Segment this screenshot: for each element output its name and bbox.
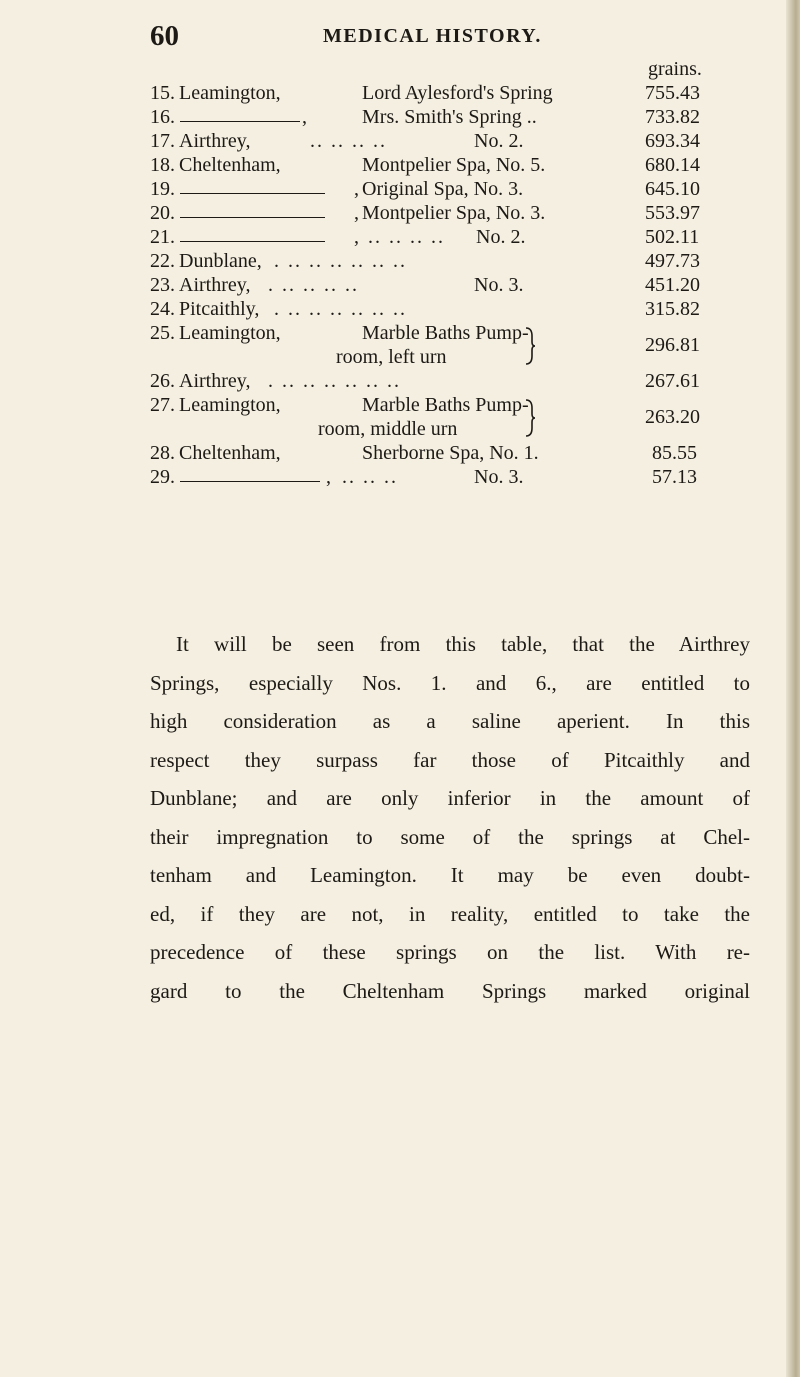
paragraph-line: precedence of these springs on the list. With re- bbox=[150, 940, 750, 964]
paragraph-line: gard to the Cheltenham Springs marked original bbox=[150, 978, 750, 1003]
place-name: Leamington, bbox=[179, 322, 281, 344]
leader-dots: . .. .. .. .. .. .. bbox=[274, 250, 407, 272]
place-name: Leamington, bbox=[179, 394, 281, 416]
spring-name-continued: room, left urn bbox=[336, 346, 447, 368]
grains-value: 645.10 bbox=[645, 178, 700, 200]
spring-name: Mrs. Smith's Spring .. bbox=[362, 106, 537, 128]
paragraph-line: respect they surpass far those of Pitcaithly and bbox=[150, 747, 750, 772]
spring-name: Marble Baths Pump- bbox=[362, 322, 529, 344]
row-number: 28. bbox=[150, 442, 175, 464]
leader-dots: . .. .. .. .. .. .. bbox=[268, 370, 401, 392]
grains-value: 57.13 bbox=[652, 466, 697, 488]
grains-value: 755.43 bbox=[645, 82, 700, 104]
grains-value: 315.82 bbox=[645, 298, 700, 320]
paragraph-line: It will be seen from this table, that the Airthrey bbox=[176, 632, 750, 656]
spring-name: Montpelier Spa, No. 5. bbox=[362, 154, 546, 176]
ditto-dash bbox=[180, 241, 325, 242]
grains-value: 553.97 bbox=[645, 202, 700, 224]
row-number: 20. bbox=[150, 202, 175, 224]
paragraph-line: Dunblane; and are only inferior in the amount of bbox=[150, 786, 750, 810]
place-name: Airthrey, bbox=[179, 370, 251, 392]
grains-value: 263.20 bbox=[645, 406, 700, 428]
spring-name: Lord Aylesford's Spring bbox=[362, 82, 553, 104]
spring-number: No. 3. bbox=[474, 466, 524, 488]
grains-value: 497.73 bbox=[645, 250, 700, 272]
paragraph-line: Springs, especially Nos. 1. and 6., are entitled to bbox=[150, 670, 750, 695]
spring-name: Montpelier Spa, No. 3. bbox=[362, 202, 546, 224]
row-number: 29. bbox=[150, 466, 175, 488]
grains-value: 451.20 bbox=[645, 274, 700, 296]
ditto-comma: , bbox=[354, 178, 359, 200]
place-name: Dunblane, bbox=[179, 250, 262, 272]
spring-number: No. 2. bbox=[476, 226, 526, 248]
spring-name: Marble Baths Pump- bbox=[362, 394, 529, 416]
paragraph-line: high consideration as a saline aperient. In this bbox=[150, 709, 750, 733]
grains-value: 693.34 bbox=[645, 130, 700, 152]
row-number: 17. bbox=[150, 130, 175, 152]
grains-value: 733.82 bbox=[645, 106, 700, 128]
ditto-dash bbox=[180, 121, 300, 122]
ditto-comma: , bbox=[302, 106, 307, 128]
brace-icon bbox=[524, 398, 536, 438]
row-number: 26. bbox=[150, 370, 175, 392]
place-name: Cheltenham, bbox=[179, 154, 281, 176]
running-head: MEDICAL HISTORY. bbox=[323, 25, 542, 47]
grains-value: 267.61 bbox=[645, 370, 700, 392]
paragraph-line: their impregnation to some of the springs at Chel- bbox=[150, 824, 750, 849]
row-number: 15. bbox=[150, 82, 175, 104]
leader-dots: .. .. .. .. bbox=[368, 226, 445, 248]
spring-name-continued: room, middle urn bbox=[318, 418, 458, 440]
spring-name: Original Spa, No. 3. bbox=[362, 178, 524, 200]
place-name: Airthrey, bbox=[179, 130, 251, 152]
table-row bbox=[150, 322, 740, 370]
leader-dots: . .. .. .. .. .. .. bbox=[274, 298, 407, 320]
grains-value: 296.81 bbox=[645, 334, 700, 356]
brace-icon bbox=[524, 326, 536, 366]
grains-value: 85.55 bbox=[652, 442, 697, 464]
page-header bbox=[0, 20, 800, 60]
body-paragraph bbox=[150, 625, 750, 1010]
row-number: 21. bbox=[150, 226, 175, 248]
page-number: 60 bbox=[150, 20, 179, 52]
ditto-comma: , bbox=[326, 466, 331, 488]
row-number: 22. bbox=[150, 250, 175, 272]
grains-value: 502.11 bbox=[645, 226, 700, 248]
units-heading: grains. bbox=[648, 58, 702, 80]
leader-dots: . .. .. .. .. bbox=[268, 274, 359, 296]
place-name: Airthrey, bbox=[179, 274, 251, 296]
paragraph-line: tenham and Leamington. It may be even doubt- bbox=[150, 863, 750, 887]
paragraph-line: ed, if they are not, in reality, entitled to take the bbox=[150, 901, 750, 926]
spring-number: No. 3. bbox=[474, 274, 524, 296]
place-name: Pitcaithly, bbox=[179, 298, 260, 320]
ditto-dash bbox=[180, 217, 325, 218]
spring-number: No. 2. bbox=[474, 130, 524, 152]
place-name: Leamington, bbox=[179, 82, 281, 104]
table-row bbox=[150, 394, 740, 442]
leader-dots: .. .. .. .. bbox=[310, 130, 387, 152]
ditto-dash bbox=[180, 481, 320, 482]
row-number: 27. bbox=[150, 394, 175, 416]
ditto-comma: , bbox=[354, 202, 359, 224]
place-name: Cheltenham, bbox=[179, 442, 281, 464]
leader-dots: .. .. .. bbox=[342, 466, 398, 488]
spring-name: Sherborne Spa, No. 1. bbox=[362, 442, 539, 464]
ditto-dash bbox=[180, 193, 325, 194]
row-number: 24. bbox=[150, 298, 175, 320]
row-number: 25. bbox=[150, 322, 175, 344]
row-number: 16. bbox=[150, 106, 175, 128]
ditto-comma: , bbox=[354, 226, 359, 248]
page-edge bbox=[786, 0, 800, 1377]
row-number: 18. bbox=[150, 154, 175, 176]
row-number: 19. bbox=[150, 178, 175, 200]
row-number: 23. bbox=[150, 274, 175, 296]
grains-value: 680.14 bbox=[645, 154, 700, 176]
